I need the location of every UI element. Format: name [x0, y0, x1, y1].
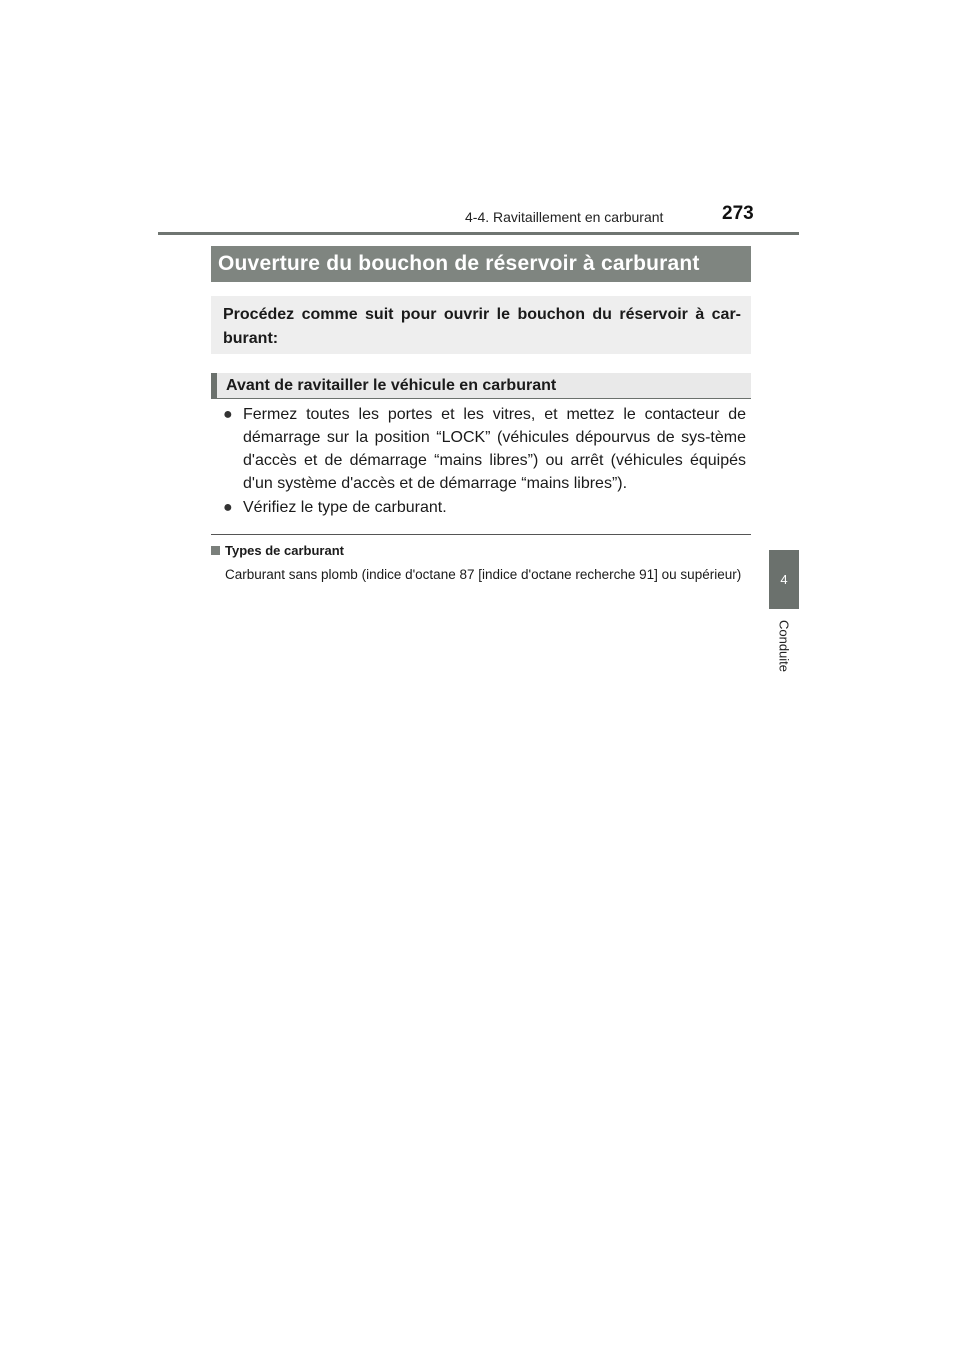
bullet-item — [223, 403, 746, 495]
note-body: Carburant sans plomb (indice d'octane 87 [indice d'octane recherche 91] ou supérieur) — [225, 567, 742, 582]
intro-box — [211, 296, 751, 354]
header-rule — [158, 232, 799, 235]
bullet-item — [223, 496, 746, 519]
chapter-tab — [769, 550, 799, 609]
page-number: 273 — [722, 203, 754, 224]
chapter-label: Conduite — [776, 619, 792, 673]
subheading-text: Avant de ravitailler le véhicule en carburant — [226, 376, 557, 394]
section-title-bar — [211, 246, 751, 282]
bullet-text: Fermez toutes les portes et les vitres, et mettez le contacteur de démarrage sur la position “LOCK” (véhicules dépourvus de sys-tème d'accès et de démarrage “mains libres”) ou arrêt (véhicules équipés d'un système d'accès et de démarrage “mains libres”). — [243, 406, 746, 492]
section-title: Ouverture du bouchon de réservoir à carburant — [218, 252, 700, 275]
bullet-dot-icon: ● — [223, 406, 233, 423]
bullet-text: Vérifiez le type de carburant. — [243, 499, 447, 516]
chapter-number: 4 — [780, 572, 788, 587]
section-divider — [211, 534, 751, 535]
note-heading — [211, 543, 344, 558]
note-heading-text: Types de carburant — [225, 543, 344, 558]
header-section-title: 4-4. Ravitaillement en carburant — [465, 209, 664, 225]
intro-text: Procédez comme suit pour ouvrir le bouchon du réservoir à car-burant: — [223, 306, 741, 347]
subheading-bar — [211, 373, 751, 399]
bullet-dot-icon: ● — [223, 499, 233, 516]
square-bullet-icon — [211, 546, 220, 555]
